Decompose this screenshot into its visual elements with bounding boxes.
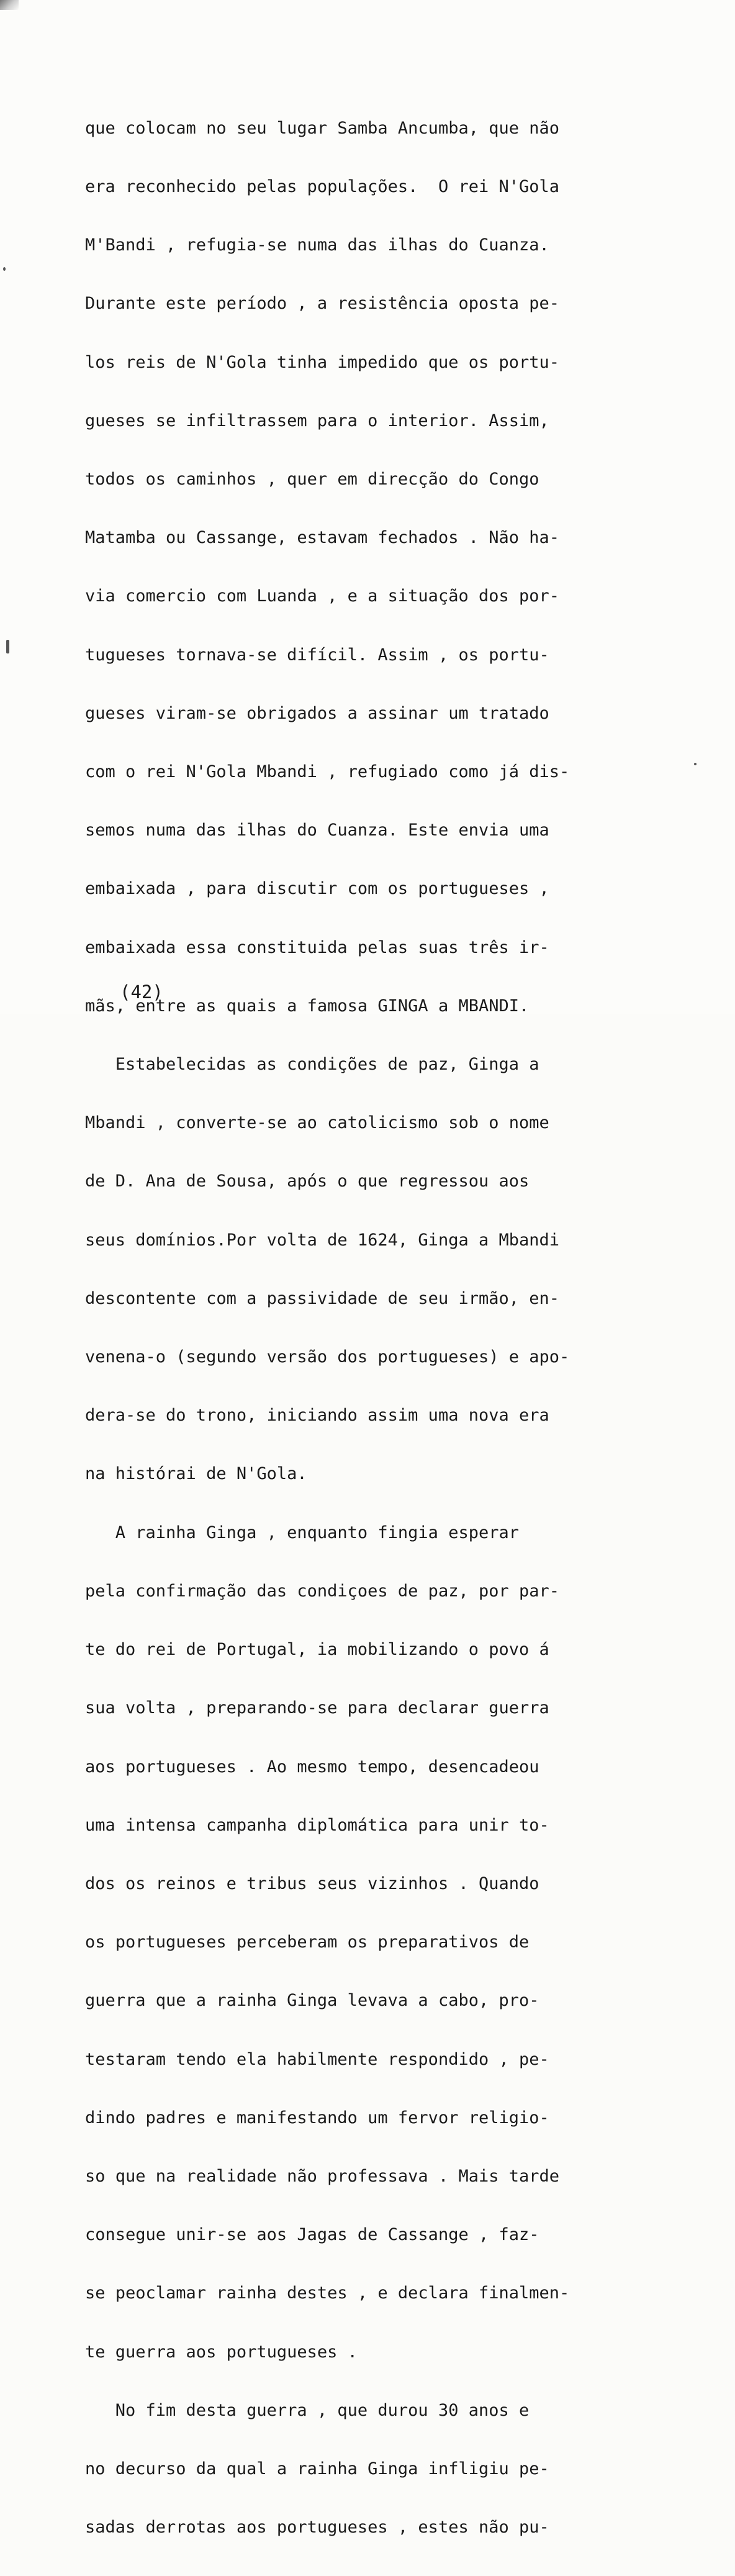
text-line: descontente com a passividade de seu irmão, en- [85,1288,560,1308]
text-line: guerra que a rainha Ginga levava a cabo, pro- [85,1991,539,2011]
scan-edge-mark [0,0,19,10]
text-line: tugueses tornava-se difícil. Assim , os portu- [85,645,549,665]
text-line: seus domínios.Por volta de 1624, Ginga a Mbandi [85,1230,560,1250]
text-line: sua volta , preparando-se para declarar guerra [85,1698,549,1718]
text-line: so que na realidade não professava . Mais tarde [85,2166,560,2186]
page-number: (42) [120,981,163,1003]
text-line: Matamba ou Cassange, estavam fechados . Não ha- [85,528,560,548]
text-line: todos os caminhos , quer em direcção do Congo [85,470,539,489]
body-text [85,80,700,2576]
text-line: Mbandi , converte-se ao catolicismo sob o nome [85,1113,549,1133]
text-line: via comercio com Luanda , e a situação dos por- [85,586,560,606]
text-line: dos os reinos e tribus seus vizinhos . Quando [85,1873,539,1893]
text-line: embaixada , para discutir com os portugueses , [85,879,549,899]
text-line: na histórai de N'Gola. [85,1464,307,1484]
text-line: no decurso da qual a rainha Ginga infligiu pe- [85,2459,549,2478]
text-line: pela confirmação das condiçoes de paz, por par- [85,1581,560,1601]
text-line: que colocam no seu lugar Samba Ancumba, que não [85,118,560,138]
text-line: os portugueses perceberam os preparativos de [85,1932,530,1952]
text-line: dera-se do trono, iniciando assim uma nova era [85,1406,549,1426]
text-line: uma intensa campanha diplomática para unir to- [85,1815,549,1835]
text-line: te do rei de Portugal, ia mobilizando o povo á [85,1640,549,1660]
text-line: mãs, entre as quais a famosa GINGA a MBANDI. [85,996,530,1016]
text-line: Durante este período , a resistência oposta pe- [85,294,560,314]
text-line: aos portugueses . Ao mesmo tempo, desencadeou [85,1757,539,1777]
scan-speck [3,267,6,271]
text-line: embaixada essa constituida pelas suas três ir- [85,937,549,957]
text-line: sadas derrotas aos portugueses , estes não pu- [85,2518,549,2537]
text-line: semos numa das ilhas do Cuanza. Este envia uma [85,821,549,840]
text-line: venena-o (segundo versão dos portugueses) e apo- [85,1347,570,1367]
text-line: era reconhecido pelas populações. O rei N'Gola [85,177,560,197]
text-line: gueses se infiltrassem para o interior. Assim, [85,411,549,430]
text-line: No fim desta guerra , que durou 30 anos e [85,2400,530,2420]
text-line: Estabelecidas as condições de paz, Ginga a [85,1055,539,1075]
text-line: A rainha Ginga , enquanto fingia esperar [85,1522,519,1542]
text-line: de D. Ana de Sousa, após o que regressou aos [85,1172,530,1191]
text-line: dindo padres e manifestando um fervor religio- [85,2108,549,2128]
text-line: te guerra aos portugueses . [85,2342,358,2362]
text-line: gueses viram-se obrigados a assinar um tratado [85,703,549,723]
text-line: com o rei N'Gola Mbandi , refugiado como já dis- [85,762,570,782]
text-line: consegue unir-se aos Jagas de Cassange , faz- [85,2225,539,2245]
text-line: se peoclamar rainha destes , e declara finalmen- [85,2283,570,2303]
scan-speck [6,640,9,653]
text-line: testaram tendo ela habilmente respondido , pe- [85,2049,549,2069]
text-line: M'Bandi , refugia-se numa das ilhas do Cuanza. [85,235,549,255]
text-line: los reis de N'Gola tinha impedido que os portu- [85,352,560,372]
